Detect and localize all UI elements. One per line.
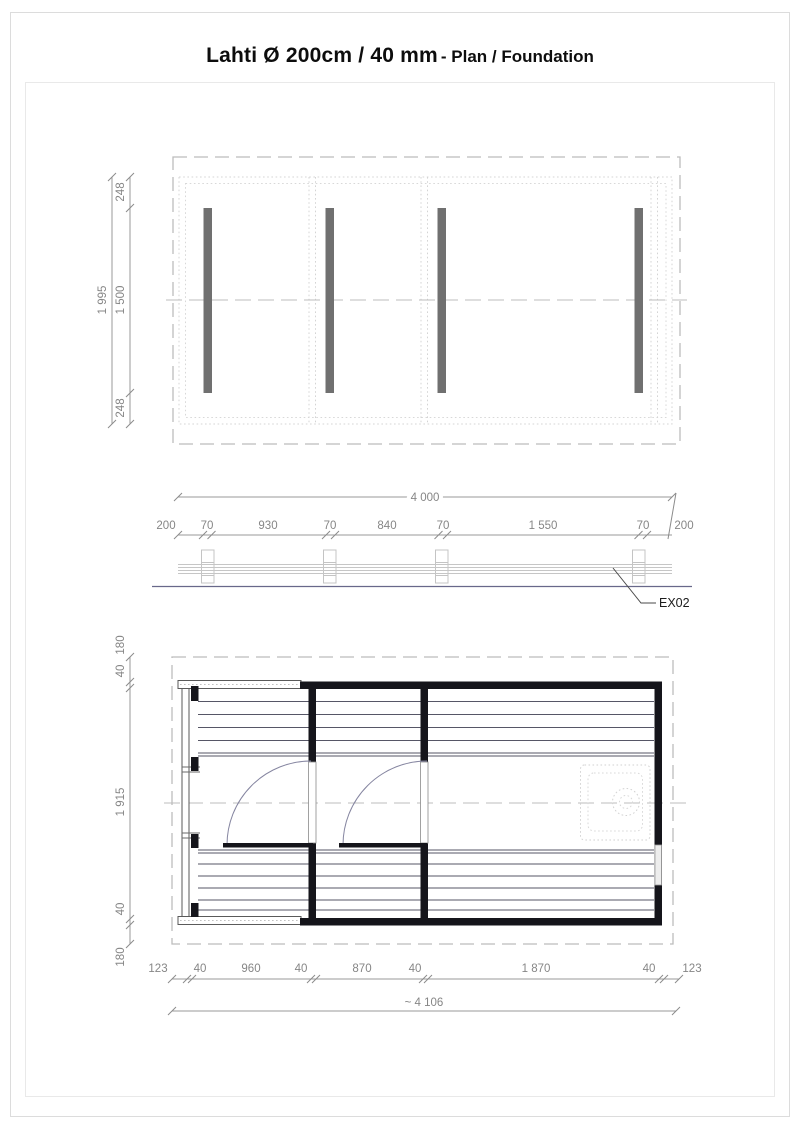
foundation-beam-3 bbox=[438, 208, 447, 393]
dim-label: 180 bbox=[115, 947, 127, 967]
wall-left-frame bbox=[182, 683, 189, 923]
dim-label: 930 bbox=[258, 520, 278, 532]
dim-label: 960 bbox=[241, 963, 261, 975]
dim-label: 40 bbox=[115, 902, 127, 916]
wall-stud bbox=[191, 834, 199, 848]
floor-dims-bottom bbox=[148, 963, 701, 1015]
floor-dims-left bbox=[115, 635, 134, 966]
dim-label: 40 bbox=[408, 963, 422, 975]
elevation-post-4 bbox=[633, 550, 646, 583]
dim-label: 1 500 bbox=[115, 285, 127, 315]
title-sub: - Plan / Foundation bbox=[440, 47, 594, 66]
foundation-beam-4 bbox=[635, 208, 644, 393]
door-leaf-open-1 bbox=[223, 843, 313, 848]
grade-beam-rails bbox=[178, 565, 672, 574]
floor-plan bbox=[164, 657, 688, 944]
dim-label: 70 bbox=[636, 520, 650, 532]
dim-label: 1 550 bbox=[528, 520, 558, 532]
dim-label: 248 bbox=[115, 182, 127, 202]
door-leaf-closed-2 bbox=[421, 762, 429, 843]
wall-stud bbox=[191, 757, 199, 771]
dim-label: 70 bbox=[436, 520, 450, 532]
wall-stud bbox=[191, 903, 199, 917]
dim-label: 1 915 bbox=[115, 787, 127, 817]
dim-label: 840 bbox=[377, 520, 397, 532]
callout-label: EX02 bbox=[659, 596, 690, 610]
window-right-wall bbox=[655, 845, 662, 885]
dim-label: 40 bbox=[642, 963, 656, 975]
dim-label: 4 000 bbox=[410, 492, 440, 504]
partition-wall-b-upper bbox=[421, 682, 429, 763]
dim-label: 200 bbox=[674, 520, 694, 532]
dim-label: 1 995 bbox=[97, 285, 109, 315]
dim-label: 1 870 bbox=[521, 963, 551, 975]
door-leaf-open-2 bbox=[339, 843, 427, 848]
foundation-beam-2 bbox=[326, 208, 335, 393]
foundation-dims-bottom bbox=[156, 492, 693, 539]
wall-top bbox=[300, 682, 662, 690]
foundation-elevation bbox=[152, 550, 692, 610]
dim-label: 40 bbox=[115, 664, 127, 678]
foundation-beam-1 bbox=[204, 208, 213, 393]
dim-label: 40 bbox=[193, 963, 207, 975]
dim-label: 70 bbox=[323, 520, 337, 532]
wall-right bbox=[655, 682, 663, 926]
dim-label: 70 bbox=[200, 520, 214, 532]
dim-label: 123 bbox=[148, 963, 168, 975]
dim-label: ~ 4 106 bbox=[404, 997, 444, 1009]
partition-wall-a-lower bbox=[309, 843, 317, 926]
dim-label: 180 bbox=[115, 635, 127, 655]
partition-wall-b-lower bbox=[421, 843, 429, 926]
elevation-post-1 bbox=[202, 550, 215, 583]
stove-flue-circle-outer bbox=[613, 789, 640, 816]
stove-outline-inner bbox=[588, 773, 643, 831]
dim-label: 248 bbox=[115, 398, 127, 418]
title-main: Lahti Ø 200cm / 40 mm bbox=[206, 44, 438, 67]
foundation-dims-left bbox=[97, 173, 134, 428]
wall-bottom bbox=[300, 918, 662, 926]
door-leaf-closed-1 bbox=[309, 762, 317, 843]
dim-label: 123 bbox=[682, 963, 702, 975]
wall-stud bbox=[191, 686, 199, 701]
stove-flue-circle-inner bbox=[620, 796, 633, 809]
dim-label: 200 bbox=[156, 520, 176, 532]
partition-wall-a-upper bbox=[309, 682, 317, 763]
elevation-post-3 bbox=[436, 550, 449, 583]
elevation-post-2 bbox=[324, 550, 337, 583]
dim-label: 870 bbox=[352, 963, 372, 975]
foundation-plan bbox=[166, 157, 687, 444]
dim-label: 40 bbox=[294, 963, 308, 975]
